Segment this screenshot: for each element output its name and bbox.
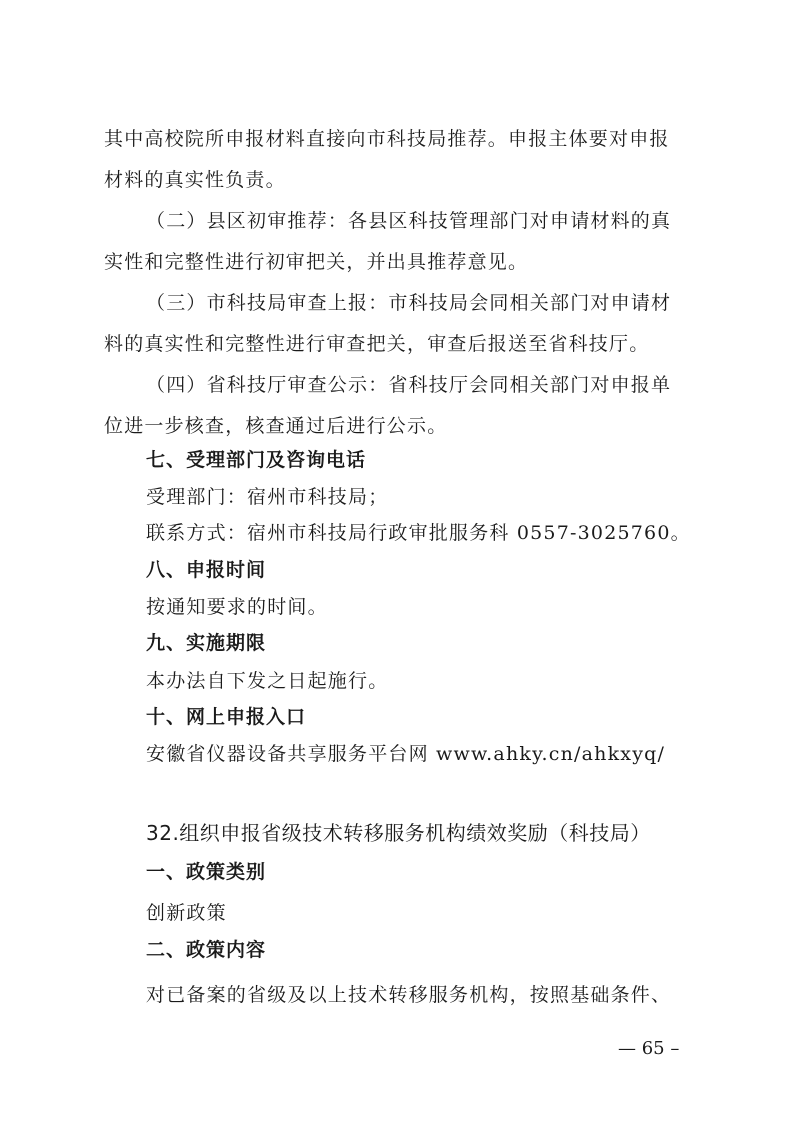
- paragraph-line: 材料的真实性负责。: [104, 169, 286, 191]
- paragraph-line: （四）省科技厅审查公示：省科技厅会同相关部门对申报单: [146, 374, 672, 396]
- section-text: 本办法自下发之日起施行。: [146, 670, 389, 692]
- section-heading: 一、政策类别: [146, 861, 267, 883]
- section-heading: 八、申报时间: [146, 559, 267, 581]
- section-text: 按通知要求的时间。: [146, 596, 328, 618]
- section-heading: 十、网上申报入口: [146, 706, 307, 728]
- contact-dept: 受理部门：宿州市科技局；: [146, 486, 389, 508]
- section-text: 对已备案的省级及以上技术转移服务机构，按照基础条件、: [146, 984, 672, 1006]
- paragraph-line: （三）市科技局审查上报：市科技局会同相关部门对申请材: [146, 292, 672, 314]
- section-text: 创新政策: [146, 902, 227, 924]
- paragraph-line: （二）县区初审推荐：各县区科技管理部门对申请材料的真: [146, 210, 672, 232]
- item-title: 32.组织申报省级技术转移服务机构绩效奖励（科技局）: [146, 821, 651, 845]
- paragraph-line: 实性和完整性进行初审把关，并出具推荐意见。: [104, 251, 529, 273]
- paragraph-line: 其中高校院所申报材料直接向市科技局推荐。申报主体要对申报: [104, 128, 670, 150]
- section-heading: 二、政策内容: [146, 939, 267, 961]
- section-heading: 九、实施期限: [146, 632, 267, 654]
- contact-phone: 联系方式：宿州市科技局行政审批服务科 0557-3025760。: [146, 522, 691, 544]
- paragraph-line: 位进一步核查，核查通过后进行公示。: [104, 415, 448, 437]
- paragraph-line: 料的真实性和完整性进行审查把关，审查后报送至省科技厅。: [104, 333, 650, 355]
- page-number: — 65 –: [618, 1038, 680, 1059]
- portal-link: 安徽省仪器设备共享服务平台网 www.ahky.cn/ahkxyq/: [146, 743, 666, 765]
- section-heading: 七、受理部门及咨询电话: [146, 449, 367, 471]
